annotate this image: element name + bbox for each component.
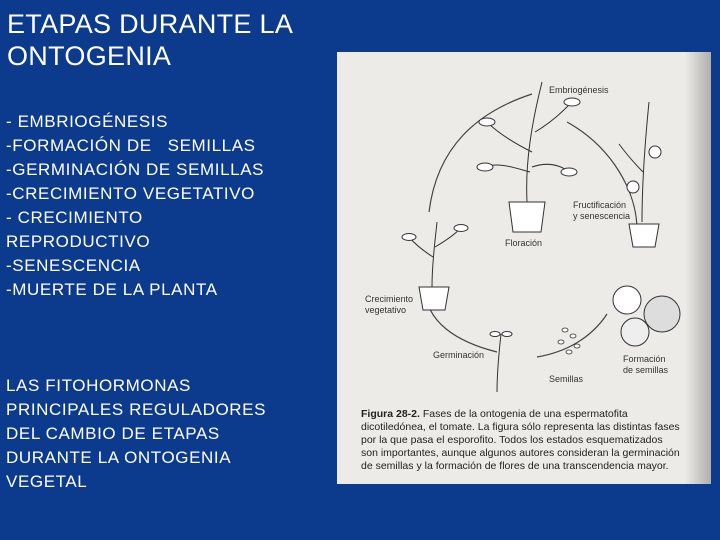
- label-floracion: Floración: [505, 238, 543, 248]
- figure-caption: [361, 408, 681, 473]
- page-fold-shadow: [685, 52, 711, 484]
- tomato-ontogeny-figure: [337, 52, 711, 484]
- stage-item: - EMBRIOGÉNESIS: [6, 112, 169, 131]
- seedling-drawing: [490, 332, 512, 393]
- label-crecimiento-vegetativo: Crecimiento vegetativo: [365, 294, 414, 315]
- label-fructificacion: Fructificación y senescencia: [573, 200, 631, 221]
- caption-text: Fases de la ontogenia de una espermatofita dicotiledónea, el tomate. La figura sólo representa las distintas fases por la que pasa el esporofito. Todos los estados esquematizados son importantes, aunque algunos autores consideran la germinación de semillas y la formación de flores de una transcendencia mayor.: [361, 408, 680, 472]
- fruiting-plant-drawing: [619, 102, 661, 247]
- label-semillas: Semillas: [549, 374, 584, 384]
- stage-item: -SENESCENCIA: [6, 256, 141, 275]
- caption-figure-number: Figura 28-2.: [361, 408, 420, 420]
- stage-item: -GERMINACIÓN DE SEMILLAS: [6, 160, 265, 179]
- flowering-plant-drawing: [477, 82, 580, 232]
- tomato-fruits-drawing: [613, 286, 680, 346]
- label-embriogenesis: Embriogénesis: [549, 85, 609, 95]
- label-germinacion: Germinación: [433, 350, 485, 360]
- stage-item: -MUERTE DE LA PLANTA: [6, 280, 218, 299]
- stage-item: -CRECIMIENTO VEGETATIVO: [6, 184, 255, 203]
- slide-title: ETAPAS DURANTE LA ONTOGENIA: [7, 9, 294, 71]
- stage-item: REPRODUCTIVO: [6, 232, 151, 251]
- label-formacion-semillas: Formación de semillas: [623, 354, 669, 375]
- stage-item: - CRECIMIENTO: [6, 208, 143, 227]
- stage-item: -FORMACIÓN DE SEMILLAS: [6, 136, 256, 155]
- ontogeny-stages-list: [6, 110, 336, 302]
- phytohormones-statement: LAS FITOHORMONAS PRINCIPALES REGULADORES DEL CAMBIO DE ETAPAS DURANTE LA ONTOGENIA VEGETAL: [6, 376, 267, 491]
